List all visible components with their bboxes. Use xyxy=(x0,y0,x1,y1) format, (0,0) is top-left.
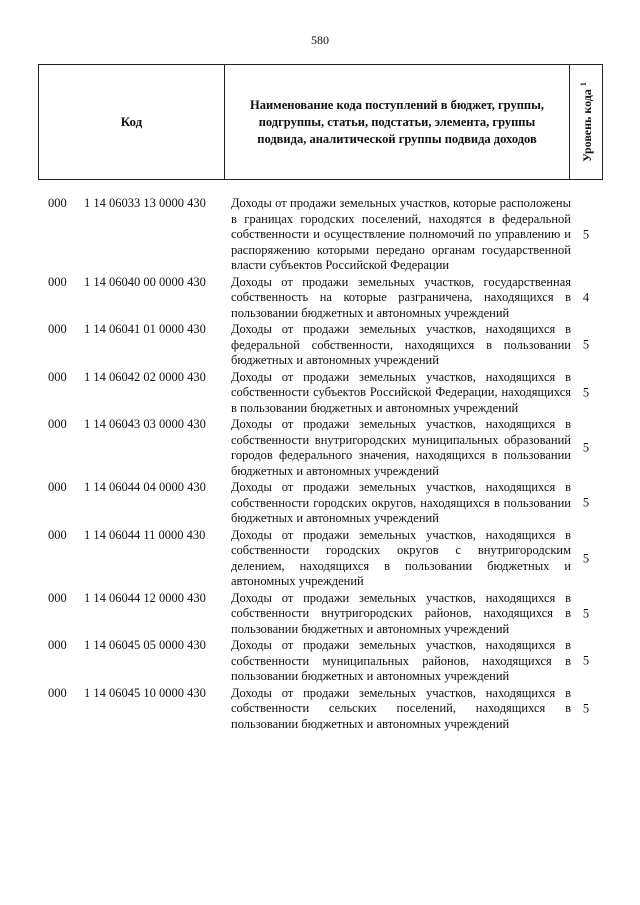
table-row xyxy=(38,322,603,369)
row-level: 5 xyxy=(582,653,590,668)
row-level: 5 xyxy=(582,701,590,716)
row-name: Доходы от продажи земельных участков, находящихся в собственности городских округов с внутригородским делением, находящихся в пользовании бюджетных и автономных учреждений xyxy=(231,527,571,588)
row-prefix: 000 xyxy=(48,274,67,289)
row-name: Доходы от продажи земельных участков, находящихся в федеральной собственности, находящихся в пользовании бюджетных и автономных учреждений xyxy=(231,322,571,367)
header-name: Наименование кода поступлений в бюджет, группы, подгруппы, статьи, подстатьи, элемента, группы подвида, аналитической группы подвида доходов xyxy=(225,65,570,179)
table-header xyxy=(38,64,603,180)
row-prefix: 000 xyxy=(48,322,67,336)
row-level: 5 xyxy=(582,495,590,510)
header-level-text: Уровень кода xyxy=(580,89,594,162)
row-code: 1 14 06044 04 0000 430 xyxy=(84,480,206,494)
row-level: 5 xyxy=(582,551,590,565)
row-prefix: 000 xyxy=(48,480,67,494)
row-code: 1 14 06043 03 0000 430 xyxy=(84,417,206,431)
row-code: 1 14 06042 02 0000 430 xyxy=(84,369,206,384)
row-level: 5 xyxy=(582,440,590,455)
row-name: Доходы от продажи земельных участков, находящихся в собственности городских округов, находящихся в пользовании бюджетных и автономных учреждений xyxy=(231,480,571,525)
row-prefix: 000 xyxy=(48,369,67,384)
row-prefix: 000 xyxy=(48,196,67,210)
row-name: Доходы от продажи земельных участков, государственная собственность на которые разграничена, находящихся в пользовании бюджетных и автономных учреждений xyxy=(231,274,571,320)
table-body xyxy=(38,196,603,733)
row-level: 5 xyxy=(582,227,590,242)
row-code: 1 14 06044 11 0000 430 xyxy=(84,527,206,542)
header-level-footnote: 1 xyxy=(579,82,588,87)
row-code: 1 14 06041 01 0000 430 xyxy=(84,322,206,336)
table-row xyxy=(38,638,603,685)
header-level-label xyxy=(579,82,595,162)
table-row xyxy=(38,686,603,733)
table-row xyxy=(38,275,603,322)
row-code: 1 14 06045 05 0000 430 xyxy=(84,638,206,652)
row-code: 1 14 06033 13 0000 430 xyxy=(84,196,206,210)
row-name: Доходы от продажи земельных участков, находящихся в собственности внутригородских районов, находящихся в пользовании бюджетных и автономных учреждений xyxy=(231,590,571,636)
row-prefix: 000 xyxy=(48,685,67,700)
row-level: 5 xyxy=(582,606,590,621)
row-prefix: 000 xyxy=(48,638,67,652)
page-number: 580 xyxy=(311,33,329,47)
table-row xyxy=(38,196,603,274)
header-code: Код xyxy=(39,65,225,179)
row-prefix: 000 xyxy=(48,527,67,542)
row-code: 1 14 06044 12 0000 430 xyxy=(84,590,206,605)
row-prefix: 000 xyxy=(48,590,67,605)
table-row xyxy=(38,370,603,417)
row-code: 1 14 06040 00 0000 430 xyxy=(84,274,206,289)
row-name: Доходы от продажи земельных участков, находящихся в собственности сельских поселений, находящихся в пользовании бюджетных и автономных учреждений xyxy=(231,685,571,731)
row-prefix: 000 xyxy=(48,417,67,431)
row-name: Доходы от продажи земельных участков, находящихся в собственности внутригородских муниципальных образований городов федерального значения, находящихся в пользовании бюджетных и автономных учреждений xyxy=(231,417,571,478)
table-row xyxy=(38,528,603,590)
table-row xyxy=(38,591,603,638)
row-name: Доходы от продажи земельных участков, находящихся в собственности субъектов Российской Федерации, находящихся в пользовании бюджетных и автономных учреждений xyxy=(231,369,571,415)
row-name: Доходы от продажи земельных участков, которые расположены в границах городских поселений, находятся в федеральной собственности и осуществление полномочий по управлению и распоряжению которыми передано органам государственной власти субъектов Российской Федерации xyxy=(231,196,571,272)
row-level: 5 xyxy=(582,385,590,400)
row-level: 4 xyxy=(582,290,590,305)
row-code: 1 14 06045 10 0000 430 xyxy=(84,685,206,700)
table-row xyxy=(38,417,603,479)
row-level: 5 xyxy=(582,337,590,352)
row-name: Доходы от продажи земельных участков, находящихся в собственности муниципальных районов, находящихся в пользовании бюджетных и автономных учреждений xyxy=(231,638,571,683)
table-row xyxy=(38,480,603,527)
header-level xyxy=(570,65,604,179)
